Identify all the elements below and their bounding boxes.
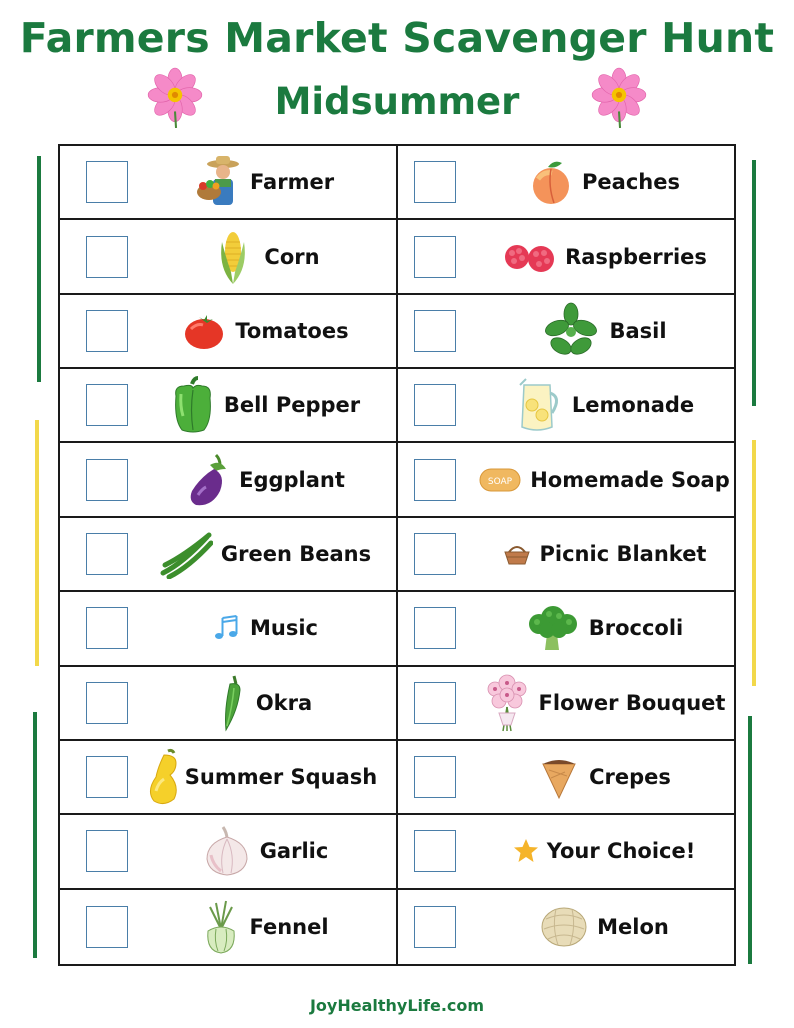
list-item	[398, 518, 736, 592]
checkbox[interactable]	[86, 384, 128, 426]
basil-icon	[541, 303, 601, 359]
checkbox[interactable]	[414, 906, 456, 948]
list-item	[398, 815, 736, 889]
fennel-icon	[201, 899, 241, 955]
item-label: Eggplant	[239, 467, 345, 492]
checkbox[interactable]	[86, 682, 128, 724]
checkbox[interactable]	[86, 310, 128, 352]
item-label: Raspberries	[565, 244, 707, 269]
checkbox[interactable]	[86, 533, 128, 575]
item-label: Peaches	[582, 170, 680, 195]
corn-icon	[210, 229, 256, 285]
item-label: Broccoli	[588, 616, 684, 641]
checkbox[interactable]	[86, 906, 128, 948]
item-label: Summer Squash	[184, 765, 378, 790]
side-decoration-line	[752, 160, 756, 406]
item-label: Crepes	[589, 765, 671, 790]
star-icon	[513, 823, 539, 879]
item-label: Music	[250, 616, 318, 641]
list-item	[60, 592, 398, 666]
squash-icon	[145, 749, 183, 805]
music-notes-icon	[212, 600, 242, 656]
checkbox[interactable]	[414, 830, 456, 872]
list-item	[60, 443, 398, 517]
item-label: Fennel	[249, 914, 329, 939]
okra-icon	[218, 675, 248, 731]
green-beans-icon	[159, 526, 213, 582]
soap-icon-text: SOAP	[488, 476, 513, 487]
checkbox[interactable]	[86, 459, 128, 501]
raspberry-icon	[501, 229, 557, 285]
soap-icon	[478, 452, 522, 508]
scavenger-hunt-grid	[58, 144, 736, 966]
list-item	[398, 667, 736, 741]
checkbox[interactable]	[86, 607, 128, 649]
footer-website: JoyHealthyLife.com	[309, 996, 485, 1015]
bell-pepper-icon	[170, 377, 216, 433]
item-label: Homemade Soap	[530, 467, 730, 492]
side-decoration-line	[33, 712, 37, 958]
checkbox[interactable]	[414, 682, 456, 724]
item-label: Garlic	[259, 839, 329, 864]
list-item	[60, 741, 398, 815]
checkbox[interactable]	[414, 459, 456, 501]
page-title: Farmers Market Scavenger Hunt	[19, 14, 775, 62]
cosmos-flower-icon	[588, 66, 650, 128]
lemonade-icon	[514, 377, 564, 433]
item-label: Picnic Blanket	[539, 541, 707, 566]
list-item	[398, 295, 736, 369]
list-item	[60, 815, 398, 889]
item-label: Your Choice!	[546, 839, 696, 864]
farmer-icon	[196, 154, 242, 210]
list-item	[398, 369, 736, 443]
garlic-icon	[202, 823, 252, 879]
list-item	[398, 220, 736, 294]
checkbox[interactable]	[414, 756, 456, 798]
item-label: Basil	[609, 318, 667, 343]
peach-icon	[528, 154, 574, 210]
list-item	[60, 220, 398, 294]
item-label: Melon	[597, 914, 669, 939]
item-label: Flower Bouquet	[538, 690, 726, 715]
melon-icon	[539, 899, 589, 955]
list-item	[60, 369, 398, 443]
list-item	[60, 667, 398, 741]
list-item	[398, 443, 736, 517]
list-item	[398, 592, 736, 666]
item-label: Tomatoes	[235, 318, 349, 343]
list-item	[60, 295, 398, 369]
flower-bouquet-icon	[483, 675, 531, 731]
list-item	[398, 890, 736, 964]
page-subtitle: Midsummer	[274, 80, 520, 123]
checkbox[interactable]	[86, 830, 128, 872]
checkbox[interactable]	[86, 756, 128, 798]
checkbox[interactable]	[86, 236, 128, 278]
item-label: Farmer	[249, 170, 335, 195]
side-decoration-line	[748, 716, 752, 964]
broccoli-icon	[525, 600, 581, 656]
item-label: Green Beans	[220, 541, 372, 566]
checkbox[interactable]	[414, 161, 456, 203]
crepe-icon	[537, 749, 581, 805]
checkbox[interactable]	[414, 607, 456, 649]
checkbox[interactable]	[414, 310, 456, 352]
checkbox[interactable]	[414, 236, 456, 278]
side-decoration-line	[752, 440, 756, 686]
eggplant-icon	[185, 452, 231, 508]
list-item	[60, 518, 398, 592]
list-item	[398, 741, 736, 815]
item-label: Okra	[255, 690, 313, 715]
list-item	[398, 146, 736, 220]
tomato-icon	[181, 303, 227, 359]
checkbox[interactable]	[414, 533, 456, 575]
checkbox[interactable]	[414, 384, 456, 426]
side-decoration-line	[35, 420, 39, 666]
list-item	[60, 146, 398, 220]
item-label: Lemonade	[571, 393, 695, 418]
list-item	[60, 890, 398, 964]
picnic-basket-icon	[502, 526, 532, 582]
side-decoration-line	[37, 156, 41, 382]
checkbox[interactable]	[86, 161, 128, 203]
item-label: Corn	[264, 244, 320, 269]
item-label: Bell Pepper	[223, 393, 361, 418]
